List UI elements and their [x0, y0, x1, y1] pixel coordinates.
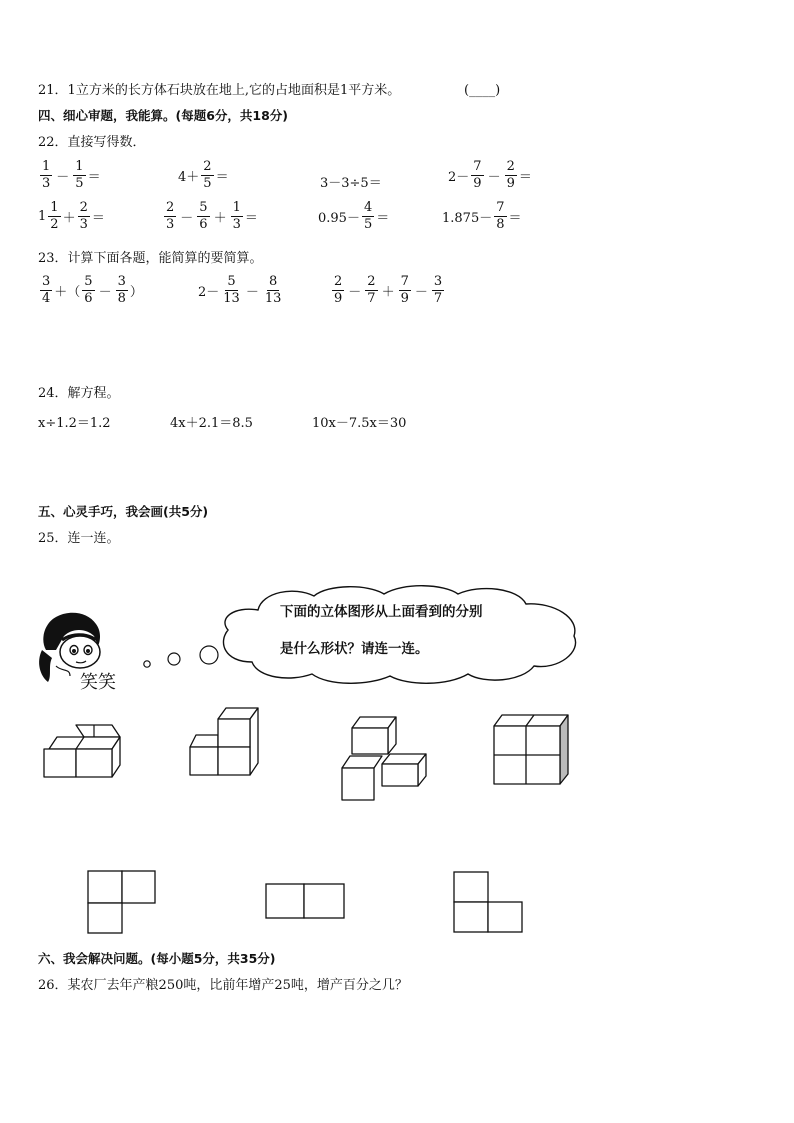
- section-6-title: 六、我会解决问题。(每小题5分，共35分): [38, 951, 276, 966]
- top-view-1[interactable]: [86, 869, 158, 935]
- section-4-title: 四、细心审题，我能算。(每题6分，共18分): [38, 108, 289, 123]
- cloud-line-1: 下面的立体图形从上面看到的分别: [280, 604, 483, 620]
- q22-expr-3: 3－3÷5＝: [320, 176, 382, 191]
- fraction: $\frac{7}{9}$: [473, 159, 482, 191]
- top-view-3[interactable]: [452, 870, 524, 934]
- solid-figure-1[interactable]: [40, 722, 124, 780]
- q22-expr-5: 1 $\frac{1}{2}$ ＋ $\frac{2}{3}$ ＝: [38, 200, 105, 232]
- q22-expr-8: 1.875－ $\frac{7}{8}$ ＝: [442, 200, 522, 232]
- q22-expr-6: $\frac{2}{3}$ － $\frac{5}{6}$ ＋ $\frac{1}{3}$ ＝: [166, 200, 258, 232]
- solid-figure-4[interactable]: [490, 712, 570, 788]
- q24-equation-3: 10x－7.5x＝30: [312, 416, 407, 431]
- fraction: $\frac{5}{6}$: [84, 274, 93, 306]
- thought-bubbles: [138, 640, 222, 672]
- q22-label: 22．直接写得数．: [38, 135, 146, 150]
- girl-caption: 笑笑: [80, 672, 116, 693]
- fraction: $\frac{2}{9}$: [506, 159, 515, 191]
- fraction: $\frac{7}{8}$: [496, 200, 505, 232]
- solid-figure-2[interactable]: [186, 705, 266, 779]
- q21-answer-blank[interactable]: (____): [464, 83, 501, 98]
- q21-text: 21．1立方米的长方体石块放在地上,它的占地面积是1平方米。: [38, 83, 401, 98]
- q23-expr-1: $\frac{3}{4}$ ＋（ $\frac{5}{6}$ － $\frac{3}{8}$ ）: [42, 274, 143, 306]
- cloud-line-2: 是什么形状？请连一连。: [280, 641, 429, 657]
- q26-text: 26．某农厂去年产粮250吨，比前年增产25吨，增产百分之几？: [38, 978, 408, 993]
- q22-expr-4: 2－ $\frac{7}{9}$ － $\frac{2}{9}$ ＝: [448, 159, 532, 191]
- q24-equation-1: x÷1.2＝1.2: [38, 416, 111, 431]
- q22-expr-2: 4＋ $\frac{2}{5}$ ＝: [178, 159, 229, 191]
- q24-equation-2: 4x＋2.1＝8.5: [170, 416, 253, 431]
- fraction: $\frac{2}{3}$: [79, 200, 88, 232]
- q22-expr-1: $\frac{1}{3}$ － $\frac{1}{5}$ ＝: [42, 159, 101, 191]
- q23-expr-2: 2－ $\frac{5}{13}$ － $\frac{8}{13}$: [198, 274, 282, 306]
- q25-label: 25．连一连。: [38, 531, 120, 546]
- fraction: $\frac{3}{7}$: [433, 274, 443, 306]
- fraction: $\frac{1}{2}$: [50, 200, 59, 232]
- fraction: $\frac{2}{9}$: [334, 274, 343, 306]
- fraction: $\frac{5}{13}$: [223, 274, 240, 306]
- fraction: $\frac{1}{3}$: [42, 159, 51, 191]
- fraction: $\frac{1}{5}$: [75, 159, 84, 191]
- fraction: $\frac{2}{3}$: [166, 200, 175, 232]
- section-5-title: 五、心灵手巧，我会画(共5分): [38, 504, 209, 519]
- fraction: $\frac{1}{3}$: [232, 200, 241, 232]
- q23-label: 23．计算下面各题，能简算的要简算。: [38, 251, 263, 266]
- thought-cloud: [218, 582, 584, 686]
- fraction: $\frac{2}{5}$: [203, 159, 212, 191]
- fraction: $\frac{4}{5}$: [363, 200, 373, 232]
- q24-label: 24．解方程。: [38, 386, 120, 401]
- top-view-2[interactable]: [264, 882, 346, 920]
- fraction: $\frac{5}{6}$: [199, 200, 208, 232]
- q22-expr-7: 0.95－ $\frac{4}{5}$ ＝: [318, 200, 390, 232]
- q23-expr-3: $\frac{2}{9}$ － $\frac{2}{7}$ ＋ $\frac{7}{9}$ － $\frac{3}{7}$: [334, 274, 443, 306]
- fraction: $\frac{3}{8}$: [117, 274, 126, 306]
- fraction: $\frac{7}{9}$: [400, 274, 409, 306]
- fraction: $\frac{2}{7}$: [367, 274, 376, 306]
- solid-figure-3[interactable]: [336, 714, 428, 804]
- fraction: $\frac{8}{13}$: [264, 274, 282, 306]
- fraction: $\frac{3}{4}$: [42, 274, 51, 306]
